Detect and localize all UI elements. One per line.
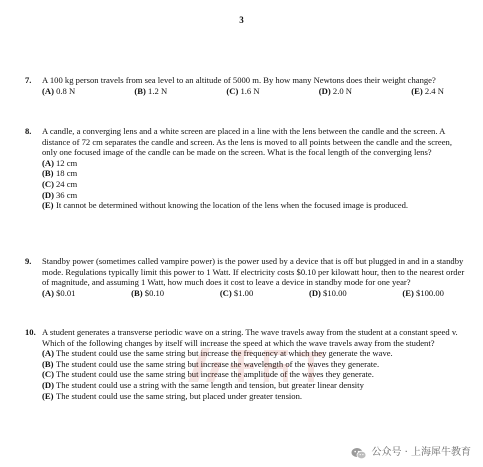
answer-option: (C) The student could use the same string but increase the amplitude of the waves they generate. bbox=[42, 369, 374, 380]
answer-option: (A) The student could use the same string but increase the frequency at which they generate the wave. bbox=[42, 348, 393, 359]
answer-option: (D) 2.0 N bbox=[318, 85, 352, 96]
answer-option: (A) $0.01 bbox=[42, 287, 76, 298]
answer-options bbox=[42, 288, 444, 299]
answer-option: (C) $1.00 bbox=[219, 287, 254, 298]
question-stem: A 100 kg person travels from sea level to an altitude of 5000 m. By how many Newtons does their weight change? bbox=[42, 75, 436, 85]
answer-option: (D) 36 cm bbox=[42, 189, 78, 200]
footer-text: 公众号 · 上海犀牛教育 bbox=[371, 447, 471, 459]
question-number: 10. bbox=[25, 327, 36, 337]
question-stem: A student generates a transverse periodic wave on a string. The wave travels away from the student at a constant speed v. Which of the following changes by itself will increase the speed at which the wave travels away from the student? bbox=[42, 327, 458, 348]
question-8 bbox=[25, 126, 465, 211]
answer-option: (B) The student could use the same string but increase the wavelength of the waves they generate. bbox=[42, 358, 380, 369]
question-9 bbox=[25, 256, 465, 298]
answer-option: (A) 0.8 N bbox=[42, 85, 76, 96]
footer-attribution bbox=[351, 447, 471, 460]
question-10 bbox=[25, 327, 465, 401]
answer-options bbox=[42, 86, 444, 97]
answer-option: (D) $10.00 bbox=[308, 287, 347, 298]
question-stem: A candle, a converging lens and a white screen are placed in a line with the lens between the candle and the screen. A distance of 72 cm separates the candle and screen. As the lens is moved to all points between the candle and the screen, only one focused image of the candle can be made on the screen. What is the focal length of the converging lens? bbox=[42, 126, 452, 158]
answer-option: (D) The student could use a string with the same length and tension, but greater linear density bbox=[42, 379, 364, 390]
question-number: 8. bbox=[25, 126, 32, 136]
question-stem: Standby power (sometimes called vampire power) is the power used by a device that is off but plugged in and in a standby mode. Regulations typically limit this power to 1 Watt. If electricity costs $0.10 per kilowatt hour, then to the nearest order of magnitude, and assuming 1 Watt, how much does it cost to leave a device in standby mode for one year? bbox=[42, 256, 465, 288]
question-7 bbox=[25, 75, 465, 96]
answer-option: (B) 18 cm bbox=[42, 168, 78, 179]
answer-option: (C) 1.6 N bbox=[226, 85, 260, 96]
answer-option: (B) 1.2 N bbox=[134, 85, 168, 96]
answer-option: (E) The student could use the same string, but placed under greater tension. bbox=[42, 390, 303, 401]
question-number: 7. bbox=[25, 75, 32, 85]
answer-option: (C) 24 cm bbox=[42, 178, 78, 189]
answer-option: (E) It cannot be determined without knowing the location of the lens when the focused image is produced. bbox=[42, 200, 409, 211]
answer-option: (A) 12 cm bbox=[42, 157, 78, 168]
answer-option: (B) $0.10 bbox=[131, 287, 165, 298]
question-number: 9. bbox=[25, 256, 32, 266]
answer-option: (E) 2.4 N bbox=[411, 85, 444, 96]
page-number: 3 bbox=[239, 15, 244, 25]
answer-option: (E) $100.00 bbox=[402, 287, 444, 298]
wechat-icon bbox=[351, 447, 367, 460]
